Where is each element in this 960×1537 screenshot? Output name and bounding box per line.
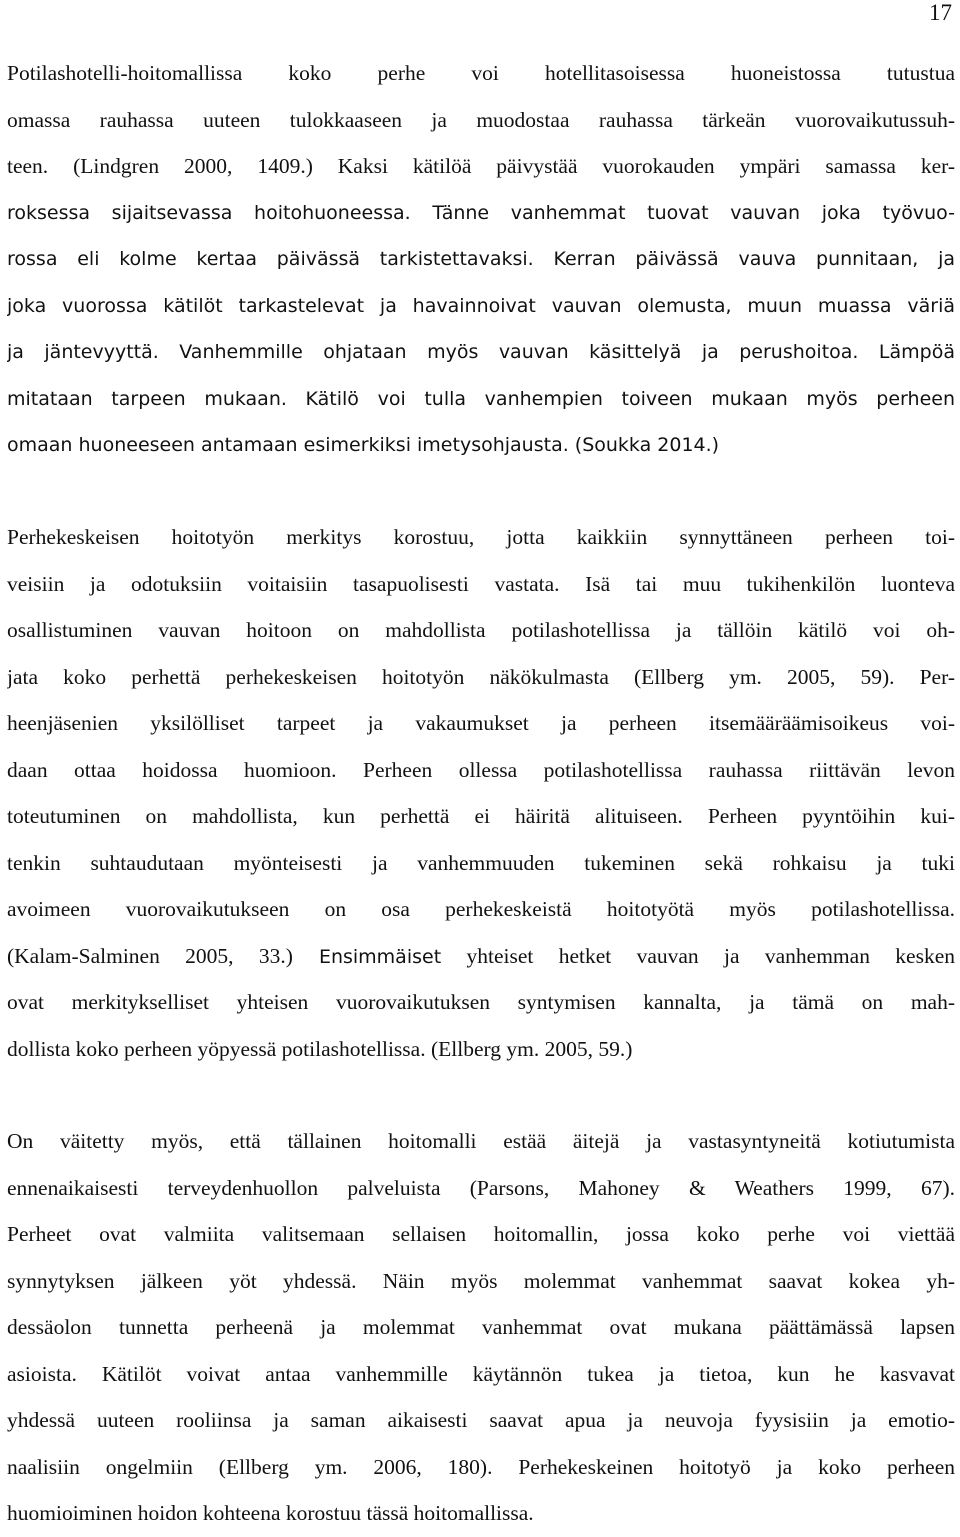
paragraph-line: synnytyksen jälkeen yöt yhdessä. Näin myös molemmat vanhemmat saavat kokea yh- <box>7 1268 955 1293</box>
paragraph-line: teen. (Lindgren 2000, 1409.) Kaksi kätilöä päivystää vuorokauden ympäri samassa ker- <box>7 154 955 178</box>
sans-word: Ensimmäiset <box>292 945 442 968</box>
paragraph-line: Perheet ovat valmiita valitsemaan sellaisen hoitomallin, jossa koko perhe voi viettää <box>7 1222 955 1246</box>
paragraph-line: toteutuminen on mahdollista, kun perhettä ei häiritä alituiseen. Perheen pyyntöihin kui- <box>7 804 955 828</box>
paragraph-1 <box>7 50 955 469</box>
paragraph-line: tenkin suhtaudutaan myönteisesti ja vanhemmuuden tukeminen sekä rohkaisu ja tuki <box>7 850 955 875</box>
paragraph-line: Perhekeskeisen hoitotyön merkitys korostuu, jotta kaikkiin synnyttäneen perheen toi- <box>7 525 955 549</box>
line-rest: yhteiset hetket vauvan ja vanhemman kesken <box>441 943 955 968</box>
paragraph-line: jata koko perhettä perhekeskeisen hoitotyön näkökulmasta (Ellberg ym. 2005, 59). Per- <box>7 664 955 689</box>
paragraph-line: mitataan tarpeen mukaan. Kätilö voi tulla vanhempien toiveen mukaan myös perheen <box>7 387 955 410</box>
paragraph-line: dollista koko perheen yöpyessä potilashotellissa. (Ellberg ym. 2005, 59.) <box>7 1036 633 1061</box>
paragraph-line: huomioiminen hoidon kohteena korostuu tässä hoitomallissa. <box>7 1501 534 1525</box>
paragraph-line: ja jäntevyyttä. Vanhemmille ohjataan myös vauvan käsittelyä ja perushoitoa. Lämpöä <box>7 341 955 363</box>
paragraph-line: yhdessä uuteen rooliinsa ja saman aikaisesti saavat apua ja neuvoja fyysisiin ja emotio- <box>7 1408 955 1432</box>
paragraph-3 <box>7 1118 955 1537</box>
paragraph-line: naalisiin ongelmiin (Ellberg ym. 2006, 180). Perhekeskeinen hoitotyö ja koko perheen <box>7 1454 955 1479</box>
paragraph-line: avoimeen vuorovaikutukseen on osa perhekeskeistä hoitotyötä myös potilashotellissa. <box>7 897 955 921</box>
paragraph-line: ovat merkitykselliset yhteisen vuorovaikutuksen syntymisen kannalta, ja tämä on mah- <box>7 990 955 1014</box>
paragraph-line: rossa eli kolme kertaa päivässä tarkistettavaksi. Kerran päivässä vauva punnitaan, ja <box>7 248 955 270</box>
paragraph-line: omaan huoneeseen antamaan esimerkiksi imetysohjausta. (Soukka 2014.) <box>7 434 720 456</box>
paragraph-line: asioista. Kätilöt voivat antaa vanhemmille käytännön tukea ja tietoa, kun he kasvavat <box>7 1361 955 1386</box>
paragraph-line: daan ottaa hoidossa huomioon. Perheen ollessa potilashotellissa rauhassa riittävän levon <box>7 757 955 782</box>
citation-text: (Kalam-Salminen 2005, 33.) <box>7 943 293 968</box>
paragraph-line: heenjäsenien yksilölliset tarpeet ja vakaumukset ja perheen itsemääräämisoikeus voi- <box>7 711 955 735</box>
paragraph-line: ennenaikaisesti terveydenhuollon palveluista (Parsons, Mahoney & Weathers 1999, 67). <box>7 1175 955 1200</box>
paragraph-line: osallistuminen vauvan hoitoon on mahdollista potilashotellissa ja tällöin kätilö voi oh- <box>7 618 955 642</box>
paragraph-2 <box>7 514 955 1072</box>
page-number: 17 <box>929 0 952 25</box>
paragraph-line: Potilashotelli-hoitomallissa koko perhe voi hotellitasoisessa huoneistossa tutustua <box>7 61 955 85</box>
paragraph-line: dessäolon tunnetta perheenä ja molemmat vanhemmat ovat mukana päättämässä lapsen <box>7 1315 955 1339</box>
paragraph-line: omassa rauhassa uuteen tulokkaaseen ja muodostaa rauhassa tärkeän vuorovaikutussuh- <box>7 107 955 132</box>
paragraph-line: veisiin ja odotuksiin voitaisiin tasapuolisesti vastata. Isä tai muu tukihenkilön luonteva <box>7 571 955 596</box>
paragraph-line: joka vuorossa kätilöt tarkastelevat ja havainnoivat vauvan olemusta, muun muassa väriä <box>7 294 955 317</box>
paragraph-line-mixed <box>7 933 955 980</box>
paragraph-line: roksessa sijaitsevassa hoitohuoneessa. Tänne vanhemmat tuovat vauvan joka työvuo- <box>7 201 955 224</box>
paragraph-line: On väitetty myös, että tällainen hoitomalli estää äitejä ja vastasyntyneitä kotiutumista <box>7 1129 955 1153</box>
